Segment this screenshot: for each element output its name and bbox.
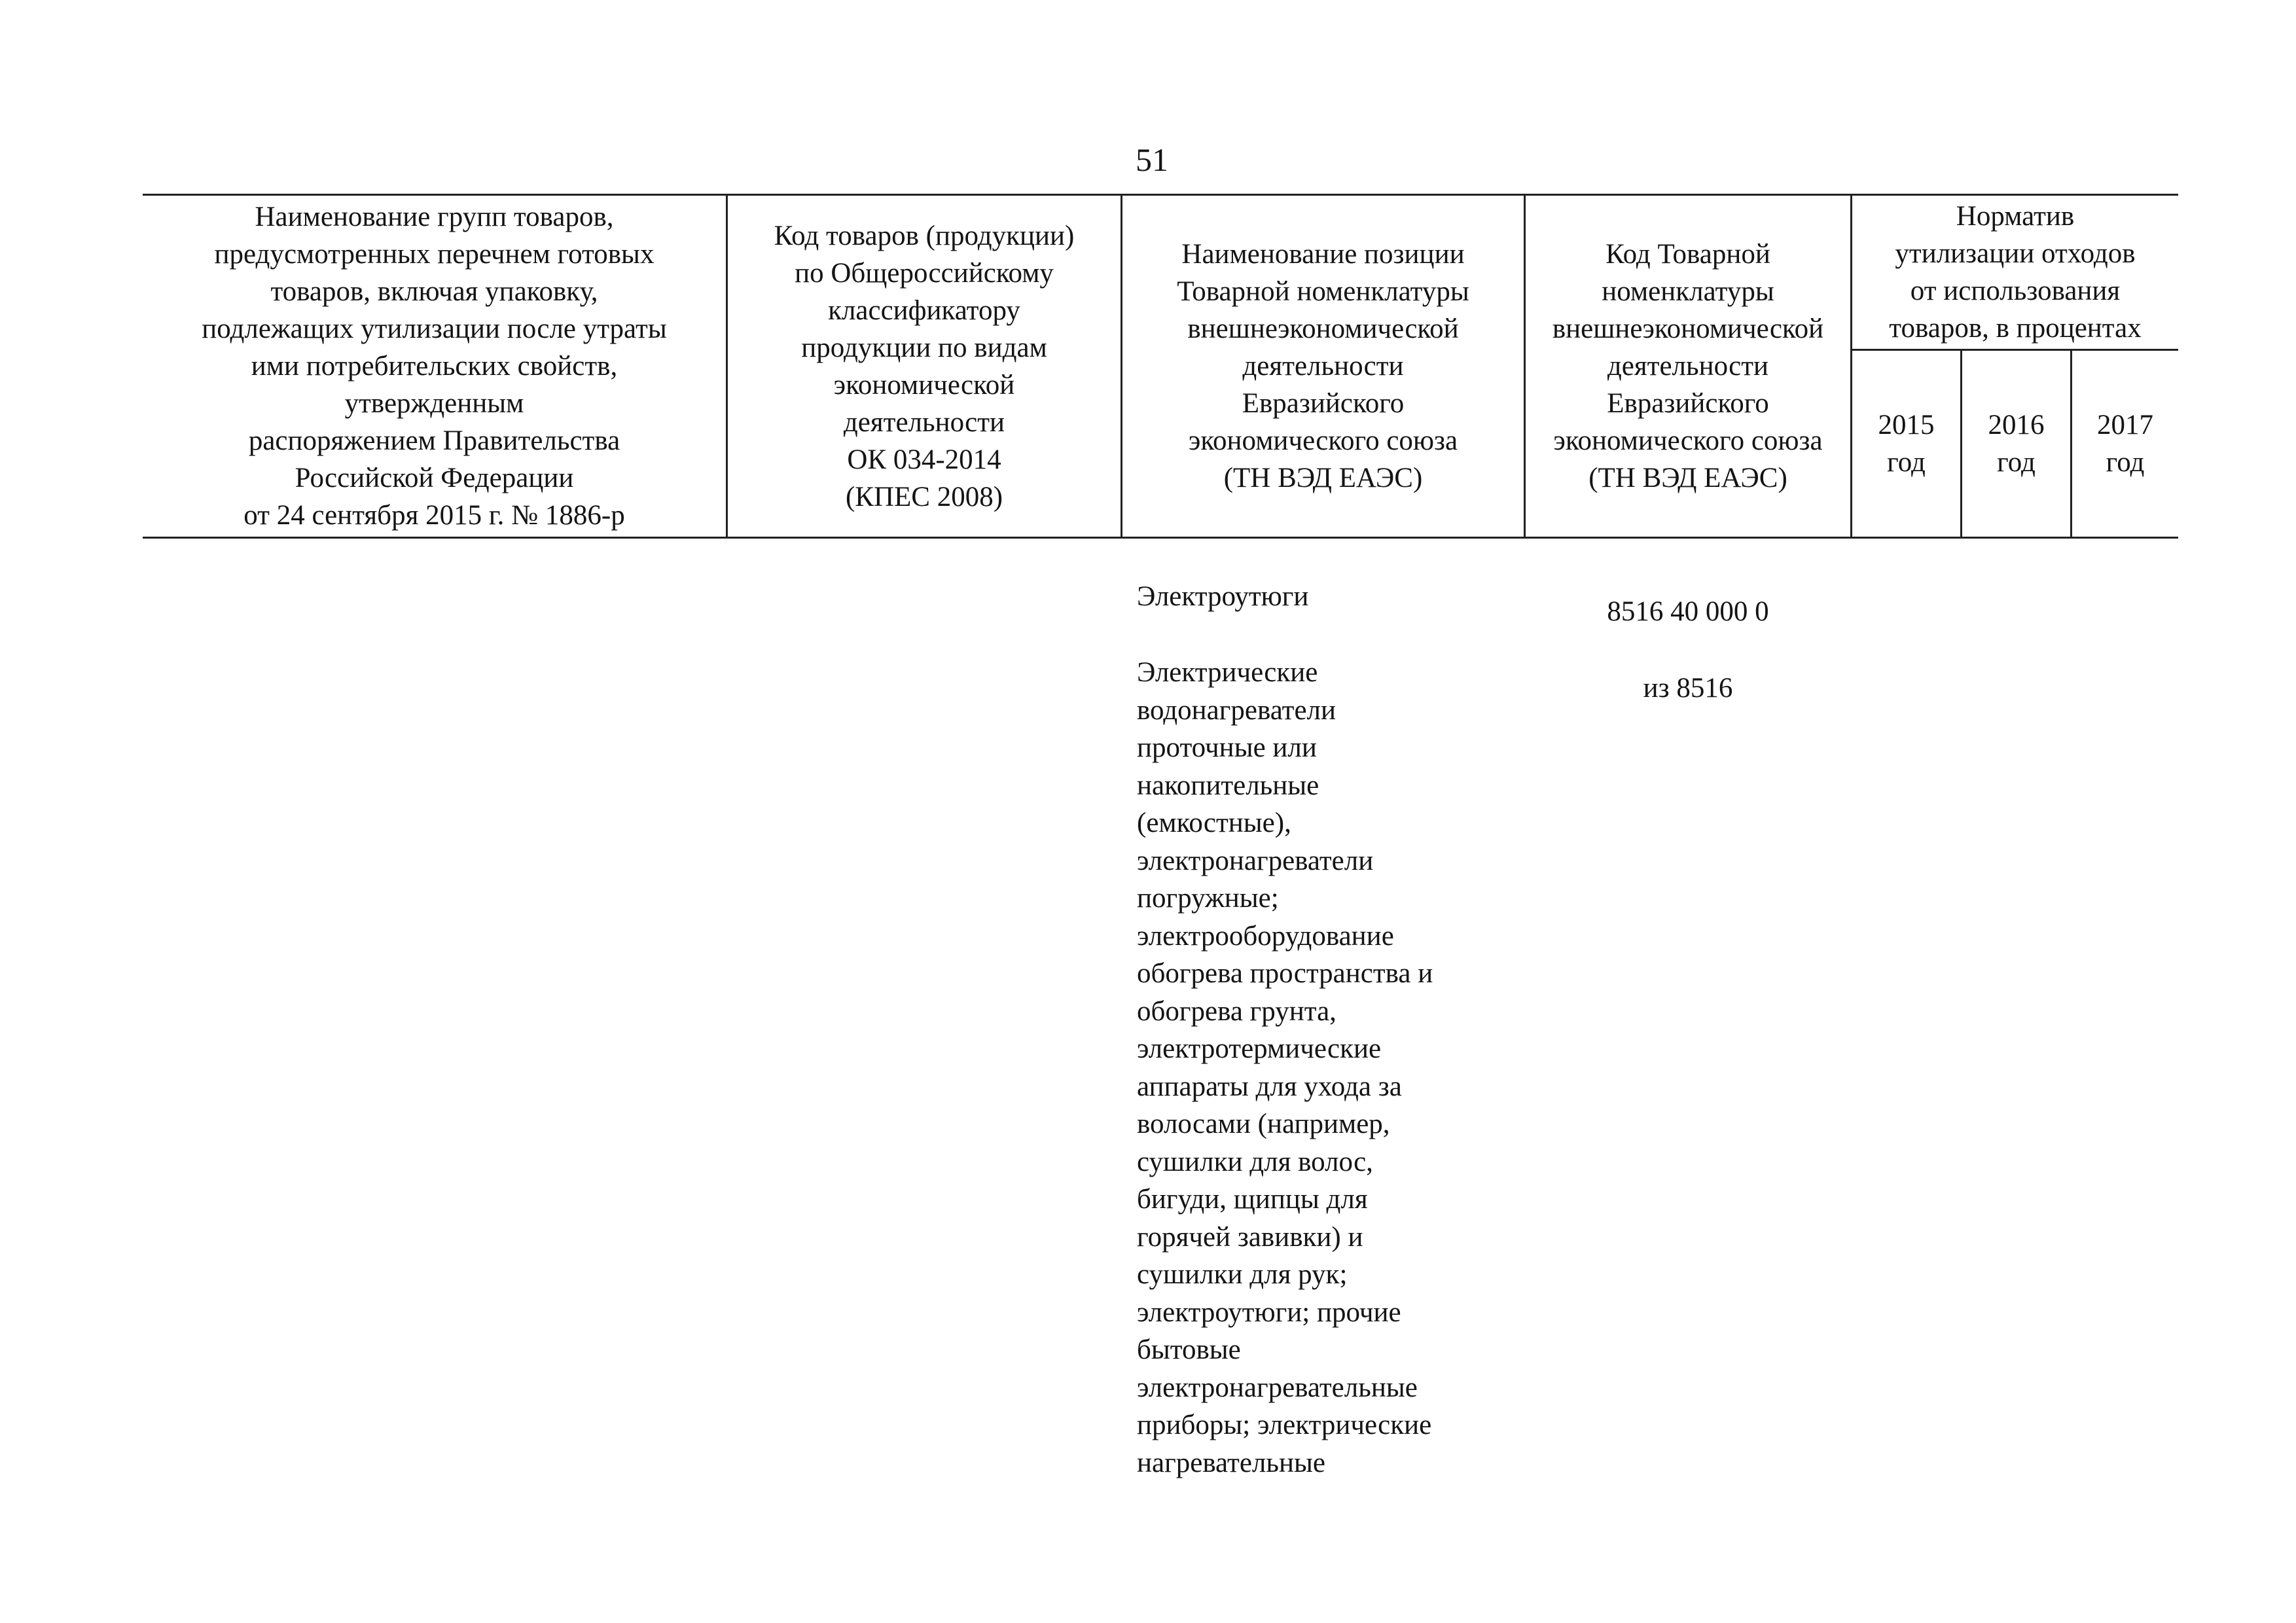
page-number: 51 [1136,141,1168,178]
table-header-bottom-border [143,537,2178,539]
table-row-1-code: 8516 40 000 0 [1607,596,1769,627]
header-goods-group-name: Наименование групп товаров, предусмотренных перечнем готовых товаров, включая упаковку, подлежащих утилизации после утраты ими потребительских свойств, утвержденным распоряжением Правительства Российской Федерации от 24 сентября 2015 г. № 1886-р [202,202,667,531]
header-tnved-code: Код Товарной номенклатуры внешнеэкономической деятельности Евразийского экономического союза (ТН ВЭД ЕАЭС) [1552,239,1824,493]
table-row-1-position-name: Электроутюги [1137,581,1309,612]
header-okpd-code: Код товаров (продукции) по Общероссийскому классификатору продукции по видам экономической деятельности ОК 034-2014 (КПЕС 2008) [774,220,1075,512]
header-recycling-norm: Норматив утилизации отходов от использования товаров, в процентах [1889,201,2142,344]
table-row-2-code: из 8516 [1643,673,1733,704]
table-row-2-position-name: Электрические водонагреватели проточные или накопительные (емкостные), электронагреватели погружные; электрооборудование обогрева пространства и обогрева грунта, электротермические аппараты для ухода за волосами (например, сушилки для волос, бигуди, щипцы для горячей завивки) и сушилки для рук; электроутюги; прочие бытовые электронагревательные приборы; электрические нагревательные [1137,657,1433,1478]
header-year-2015: 2015 год [1878,410,1935,478]
header-year-2017: 2017 год [2097,410,2153,478]
header-tnved-position-name: Наименование позиции Товарной номенклатуры внешнеэкономической деятельности Евразийского экономического союза (ТН ВЭД ЕАЭС) [1177,239,1469,493]
header-year-2016: 2016 год [1988,410,2045,478]
